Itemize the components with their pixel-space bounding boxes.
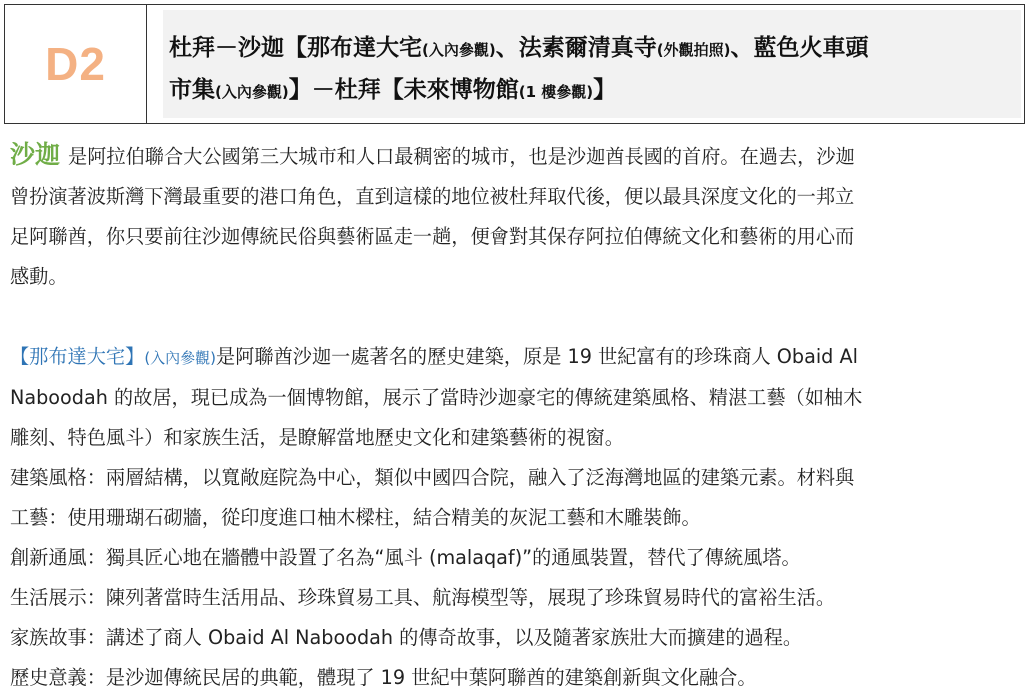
title-segment: 】 [593, 77, 617, 103]
naboodah-line: 家族故事：講述了商人 Obaid Al Naboodah 的傳奇故事，以及隨著家族壯大而擴建的過程。 [10, 626, 803, 649]
intro-line [10, 135, 1022, 177]
intro-line: 足阿聯酋，你只要前往沙迦傳統民俗與藝術區走一趟，便會對其保存阿拉伯傳統文化和藝術的用心而 [10, 225, 855, 248]
naboodah-line: Naboodah 的故居，現已成為一個博物館，展示了當時沙迦豪宅的傳統建築風格、精湛工藝（如柚木 [10, 386, 863, 409]
intro-line: 曾扮演著波斯灣下灣最重要的港口角色，直到這樣的地位被杜拜取代後，便以最具深度文化的一邦立 [10, 185, 855, 208]
title-segment: 】－杜拜【未來博物館 [288, 77, 519, 103]
title-segment-note: (入內參觀) [215, 83, 289, 101]
title-segment: 市集 [169, 77, 215, 103]
naboodah-line: 歷史意義：是沙迦傳統民居的典範，體現了 19 世紀中葉阿聯酋的建築創新與文化融合。 [10, 666, 757, 689]
title-segment-note: (入內參觀) [422, 41, 496, 59]
naboodah-name: 【那布達大宅】 [10, 345, 145, 368]
naboodah-line [10, 337, 1022, 378]
naboodah-note: (入內參觀) [144, 349, 217, 367]
naboodah-line: 生活展示：陳列著當時生活用品、珍珠貿易工具、航海模型等，展現了珍珠貿易時代的富裕生活。 [10, 586, 836, 609]
intro-text: 是阿拉伯聯合大公國第三大城市和人口最稠密的城市，也是沙迦酋長國的首府。在過去，沙迦 [68, 145, 855, 168]
title-segment: 、法素爾清真寺 [495, 35, 657, 61]
naboodah-line: 雕刻、特色風斗）和家族生活，是瞭解當地歷史文化和建築藝術的視窗。 [10, 426, 624, 449]
itinerary-body [10, 135, 1022, 698]
sharjah-intro [10, 135, 1022, 297]
sharjah-heading: 沙迦 [10, 140, 61, 169]
naboodah-section [10, 337, 1022, 698]
title-cell [163, 10, 1021, 118]
title-line-1 [169, 28, 1011, 70]
title-segment: 、藍色火車頭 [730, 35, 869, 61]
title-segment-note: (1 樓參觀) [518, 83, 594, 101]
day-code: D2 [45, 38, 106, 90]
title-line-2 [169, 70, 1011, 112]
naboodah-line: 建築風格：兩層結構，以寬敞庭院為中心，類似中國四合院，融入了泛海灣地區的建築元素。材料與 [10, 466, 855, 489]
day-cell [5, 5, 147, 123]
naboodah-line: 創新通風：獨具匠心地在牆體中設置了名為“風斗 (malaqaf)”的通風裝置，替代了傳統風塔。 [10, 546, 801, 569]
title-segment-note: (外觀拍照) [656, 41, 731, 59]
intro-line: 感動。 [10, 265, 68, 288]
itinerary-header-table [4, 4, 1025, 124]
naboodah-desc: 是阿聯酋沙迦一處著名的歷史建築，原是 19 世紀富有的珍珠商人 Obaid Al [216, 345, 858, 368]
naboodah-line: 工藝：使用珊瑚石砌牆，從印度進口柚木樑柱，結合精美的灰泥工藝和木雕裝飾。 [10, 506, 701, 529]
paragraph-gap [10, 297, 1022, 337]
day-title [169, 28, 1011, 112]
title-segment: 杜拜－沙迦【那布達大宅 [169, 35, 422, 61]
